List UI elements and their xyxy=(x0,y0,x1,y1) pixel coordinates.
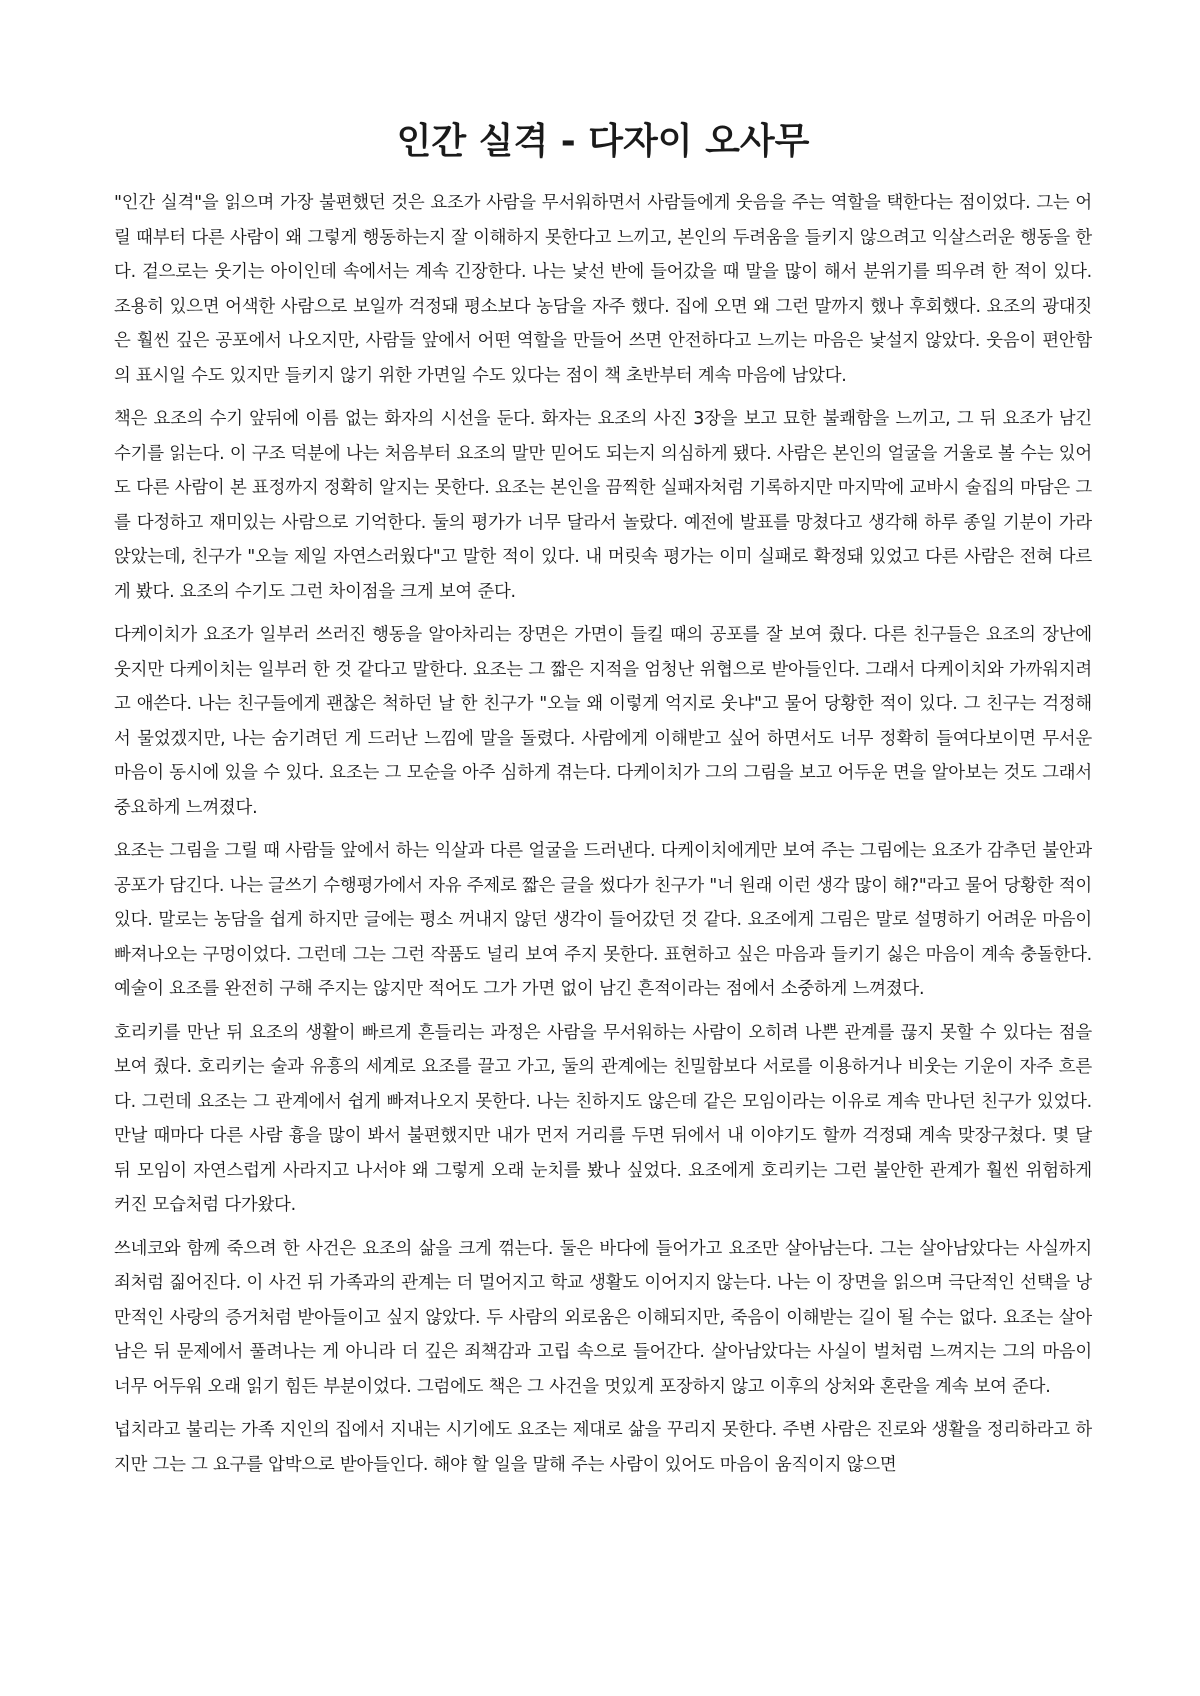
paragraph-4: 요조는 그림을 그릴 때 사람들 앞에서 하는 익살과 다른 얼굴을 드러낸다. 다케이치에게만 보여 주는 그림에는 요조가 감추던 불안과 공포가 담긴다. 나는 글쓰기 수행평가에서 자유 주제로 짧은 글을 썼다가 친구가 "너 원래 이런 생각 많이 해?"라고 물어 당황한 적이 있다. 말로는 농담을 쉽게 하지만 글에는 평소 꺼내지 않던 생각이 들어갔던 것 같다. 요조에게 그림은 말로 설명하기 어려운 마음이 빠져나오는 구멍이었다. 그런데 그는 그런 작품도 널리 보여 주지 못한다. 표현하고 싶은 마음과 들키기 싫은 마음이 계속 충돌한다. 예술이 요조를 완전히 구해 주지는 않지만 적어도 그가 가면 없이 남긴 흔적이라는 점에서 소중하게 느껴졌다. xyxy=(114,841,1092,999)
paragraph-6: 쓰네코와 함께 죽으려 한 사건은 요조의 삶을 크게 꺾는다. 둘은 바다에 들어가고 요조만 살아남는다. 그는 살아남았다는 사실까지 죄처럼 짊어진다. 이 사건 뒤 가족과의 관계는 더 멀어지고 학교 생활도 이어지지 않는다. 나는 이 장면을 읽으며 극단적인 선택을 낭만적인 사랑의 증거처럼 받아들이고 싶지 않았다. 두 사람의 외로움은 이해되지만, 죽음이 이해받는 길이 될 수는 없다. 요조는 살아남은 뒤 문제에서 풀려나는 게 아니라 더 깊은 죄책감과 고립 속으로 들어간다. 살아남았다는 사실이 벌처럼 느껴지는 그의 마음이 너무 어두워 오래 읽기 힘든 부분이었다. 그럼에도 책은 그 사건을 멋있게 포장하지 않고 이후의 상처와 혼란을 계속 보여 준다. xyxy=(114,1238,1092,1397)
document-title: 인간 실격 - 다자이 오사무 xyxy=(396,121,810,162)
paragraph-7: 넙치라고 불리는 가족 지인의 집에서 지내는 시기에도 요조는 제대로 삶을 꾸리지 못한다. 주변 사람은 진로와 생활을 정리하라고 하지만 그는 그 요구를 압박으로 받아들인다. 해야 할 일을 말해 주는 사람이 있어도 마음이 움직이지 않으면 xyxy=(114,1420,1092,1475)
paragraph-2: 책은 요조의 수기 앞뒤에 이름 없는 화자의 시선을 둔다. 화자는 요조의 사진 3장을 보고 묘한 불쾌함을 느끼고, 그 뒤 요조가 남긴 수기를 읽는다. 이 구조 덕분에 나는 처음부터 요조의 말만 믿어도 되는지 의심하게 됐다. 사람은 본인의 얼굴을 거울로 볼 수는 있어도 다른 사람이 본 표정까지 정확히 알지는 못한다. 요조는 본인을 끔찍한 실패자처럼 기록하지만 마지막에 교바시 술집의 마담은 그를 다정하고 재미있는 사람으로 기억한다. 둘의 평가가 너무 달라서 놀랐다. 예전에 발표를 망쳤다고 생각해 하루 종일 기분이 가라앉았는데, 친구가 "오늘 제일 자연스러웠다"고 말한 적이 있다. 내 머릿속 평가는 이미 실패로 확정돼 있었고 다른 사람은 전혀 다르게 봤다. 요조의 수기도 그런 차이점을 크게 보여 준다. xyxy=(114,409,1092,602)
paragraph-3: 다케이치가 요조가 일부러 쓰러진 행동을 알아차리는 장면은 가면이 들킬 때의 공포를 잘 보여 줬다. 다른 친구들은 요조의 장난에 웃지만 다케이치는 일부러 한 것 같다고 말한다. 요조는 그 짧은 지적을 엄청난 위협으로 받아들인다. 그래서 다케이치와 가까워지려고 애쓴다. 나는 친구들에게 괜찮은 척하던 날 한 친구가 "오늘 왜 이렇게 억지로 웃냐"고 물어 당황한 적이 있다. 그 친구는 걱정해서 물었겠지만, 나는 숨기려던 게 드러난 느낌에 말을 돌렸다. 사람에게 이해받고 싶어 하면서도 너무 정확히 들여다보이면 무서운 마음이 동시에 있을 수 있다. 요조는 그 모순을 아주 심하게 겪는다. 다케이치가 그의 그림을 보고 어두운 면을 알아보는 것도 그래서 중요하게 느껴졌다. xyxy=(114,625,1092,818)
paragraph-1: "인간 실격"을 읽으며 가장 불편했던 것은 요조가 사람을 무서워하면서 사람들에게 웃음을 주는 역할을 택한다는 점이었다. 그는 어릴 때부터 다른 사람이 왜 그렇게 행동하는지 잘 이해하지 못한다고 느끼고, 본인의 두려움을 들키지 않으려고 익살스러운 행동을 한다. 겉으로는 웃기는 아이인데 속에서는 계속 긴장한다. 나는 낯선 반에 들어갔을 때 말을 많이 해서 분위기를 띄우려 한 적이 있다. 조용히 있으면 어색한 사람으로 보일까 걱정돼 평소보다 농담을 자주 했다. 집에 오면 왜 그런 말까지 했나 후회했다. 요조의 광대짓은 훨씬 깊은 공포에서 나오지만, 사람들 앞에서 어떤 역할을 만들어 쓰면 안전하다고 느끼는 마음은 낯설지 않았다. 웃음이 편안함의 표시일 수도 있지만 들키지 않기 위한 가면일 수도 있다는 점이 책 초반부터 계속 마음에 남았다. xyxy=(114,193,1092,386)
paragraph-5: 호리키를 만난 뒤 요조의 생활이 빠르게 흔들리는 과정은 사람을 무서워하는 사람이 오히려 나쁜 관계를 끊지 못할 수 있다는 점을 보여 줬다. 호리키는 술과 유흥의 세계로 요조를 끌고 가고, 둘의 관계에는 친밀함보다 서로를 이용하거나 비웃는 기운이 자주 흐른다. 그런데 요조는 그 관계에서 쉽게 빠져나오지 못한다. 나는 친하지도 않은데 같은 모임이라는 이유로 계속 만나던 친구가 있었다. 만날 때마다 다른 사람 흉을 많이 봐서 불편했지만 내가 먼저 거리를 두면 뒤에서 내 이야기도 할까 걱정돼 계속 맞장구쳤다. 몇 달 뒤 모임이 자연스럽게 사라지고 나서야 왜 그렇게 오래 눈치를 봤나 싶었다. 요조에게 호리키는 그런 불안한 관계가 훨씬 위험하게 커진 모습처럼 다가왔다. xyxy=(114,1022,1092,1215)
